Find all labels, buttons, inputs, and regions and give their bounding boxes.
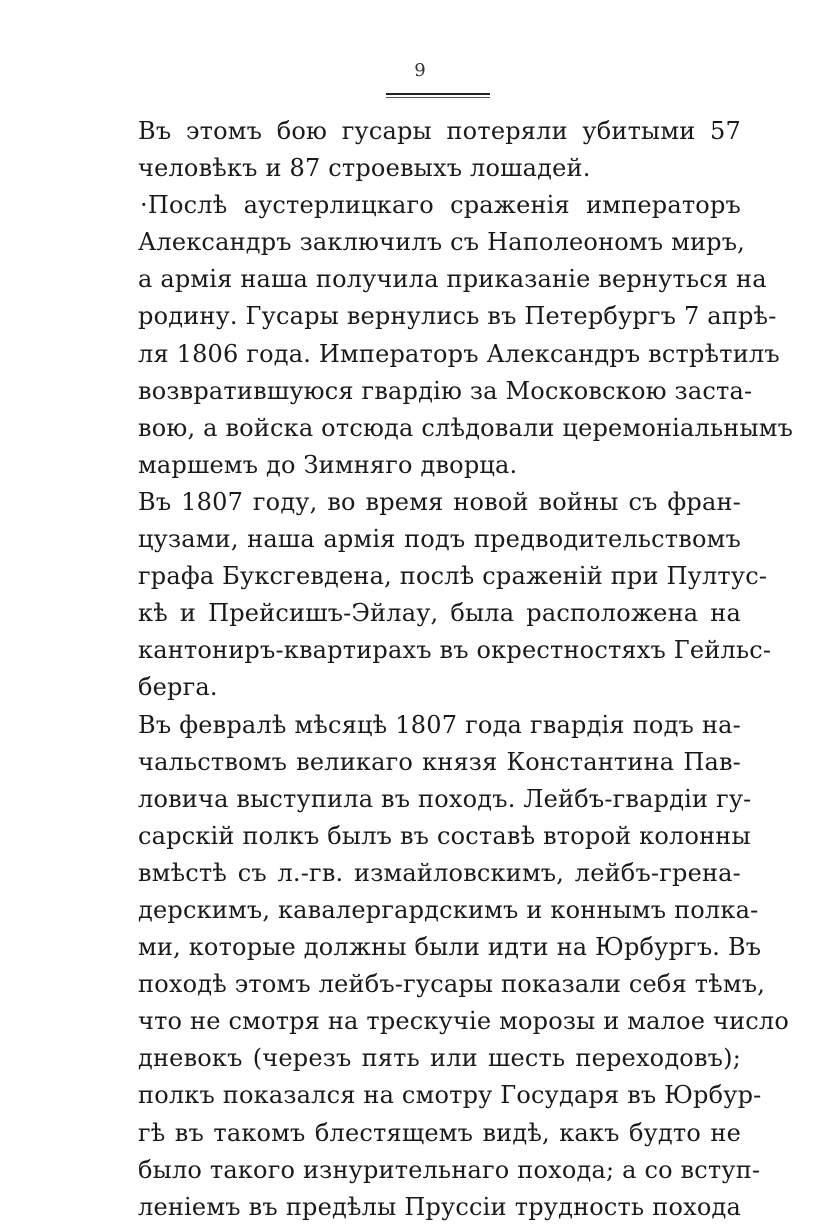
text-body bbox=[138, 113, 794, 1226]
text-line: гѣ въ такомъ блестящемъ видѣ, какъ будто не bbox=[138, 1118, 741, 1147]
text-line: человѣкъ и 87 строевыхъ лошадей. bbox=[138, 154, 591, 183]
text-line: графа Буксгевдена, послѣ сраженій при Пултус- bbox=[138, 562, 768, 591]
text-line: сарскій полкъ былъ въ составѣ второй колонны bbox=[138, 821, 751, 850]
text-line: вмѣстѣ съ л.-гв. измайловскимъ, лейбъ-грена- bbox=[138, 858, 741, 887]
text-line: было такого изнурительнаго похода; а со вступ- bbox=[138, 1155, 761, 1184]
header-rule bbox=[386, 93, 490, 95]
text-line: ловича выступила въ походъ. Лейбъ-гвардіи гу- bbox=[138, 784, 752, 813]
text-line: дневокъ (черезъ пять или шесть переходовъ); bbox=[138, 1044, 741, 1073]
page-number: 9 bbox=[414, 60, 426, 81]
text-line: леніемъ въ предѣлы Пруссіи трудность похода bbox=[138, 1192, 741, 1221]
text-line: кантониръ-квартирахъ въ окрестностяхъ Гейльс- bbox=[138, 636, 772, 665]
text-line: возвратившуюся гвардію за Московскою заста- bbox=[138, 376, 753, 405]
text-line: маршемъ до Зимняго дворца. bbox=[138, 450, 518, 479]
text-line: дерскимъ, кавалергардскимъ и коннымъ полка- bbox=[138, 895, 759, 924]
text-line: берга. bbox=[138, 673, 218, 702]
text-line: ·Послѣ аустерлицкаго сраженія императоръ bbox=[140, 191, 741, 220]
text-line: полкъ показался на смотру Государя въ Юрбур- bbox=[138, 1081, 762, 1110]
text-line: родину. Гусары вернулись въ Петербургъ 7 апрѣ- bbox=[138, 302, 777, 331]
text-line: что не смотря на трескучіе морозы и малое число bbox=[138, 1007, 790, 1036]
text-line: походѣ этомъ лейбъ-гусары показали себя тѣмъ, bbox=[138, 970, 766, 999]
text-line: ми, которые должны были идти на Юрбургъ. Въ bbox=[138, 933, 762, 962]
text-line: кѣ и Прейсишъ-Эйлау, была расположена на bbox=[138, 599, 741, 628]
text-line: Въ этомъ бою гусары потеряли убитыми 57 bbox=[138, 117, 741, 145]
text-line: вою, а войска отсюда слѣдовали церемоніальнымъ bbox=[138, 413, 794, 442]
text-line: Въ 1807 году, во время новой войны съ фран- bbox=[138, 487, 741, 516]
text-line: чальствомъ великаго князя Константина Пав- bbox=[138, 747, 741, 776]
text-line: ля 1806 года. Императоръ Александръ встрѣтилъ bbox=[138, 339, 780, 368]
text-line: цузами, наша армія подъ предводительствомъ bbox=[138, 525, 741, 554]
text-line: а армія наша получила приказаніе вернуться на bbox=[138, 265, 767, 294]
text-line: Александръ заключилъ съ Наполеономъ миръ, bbox=[138, 228, 746, 257]
text-line: Въ февралѣ мѣсяцѣ 1807 года гвардія подъ на- bbox=[138, 710, 741, 739]
